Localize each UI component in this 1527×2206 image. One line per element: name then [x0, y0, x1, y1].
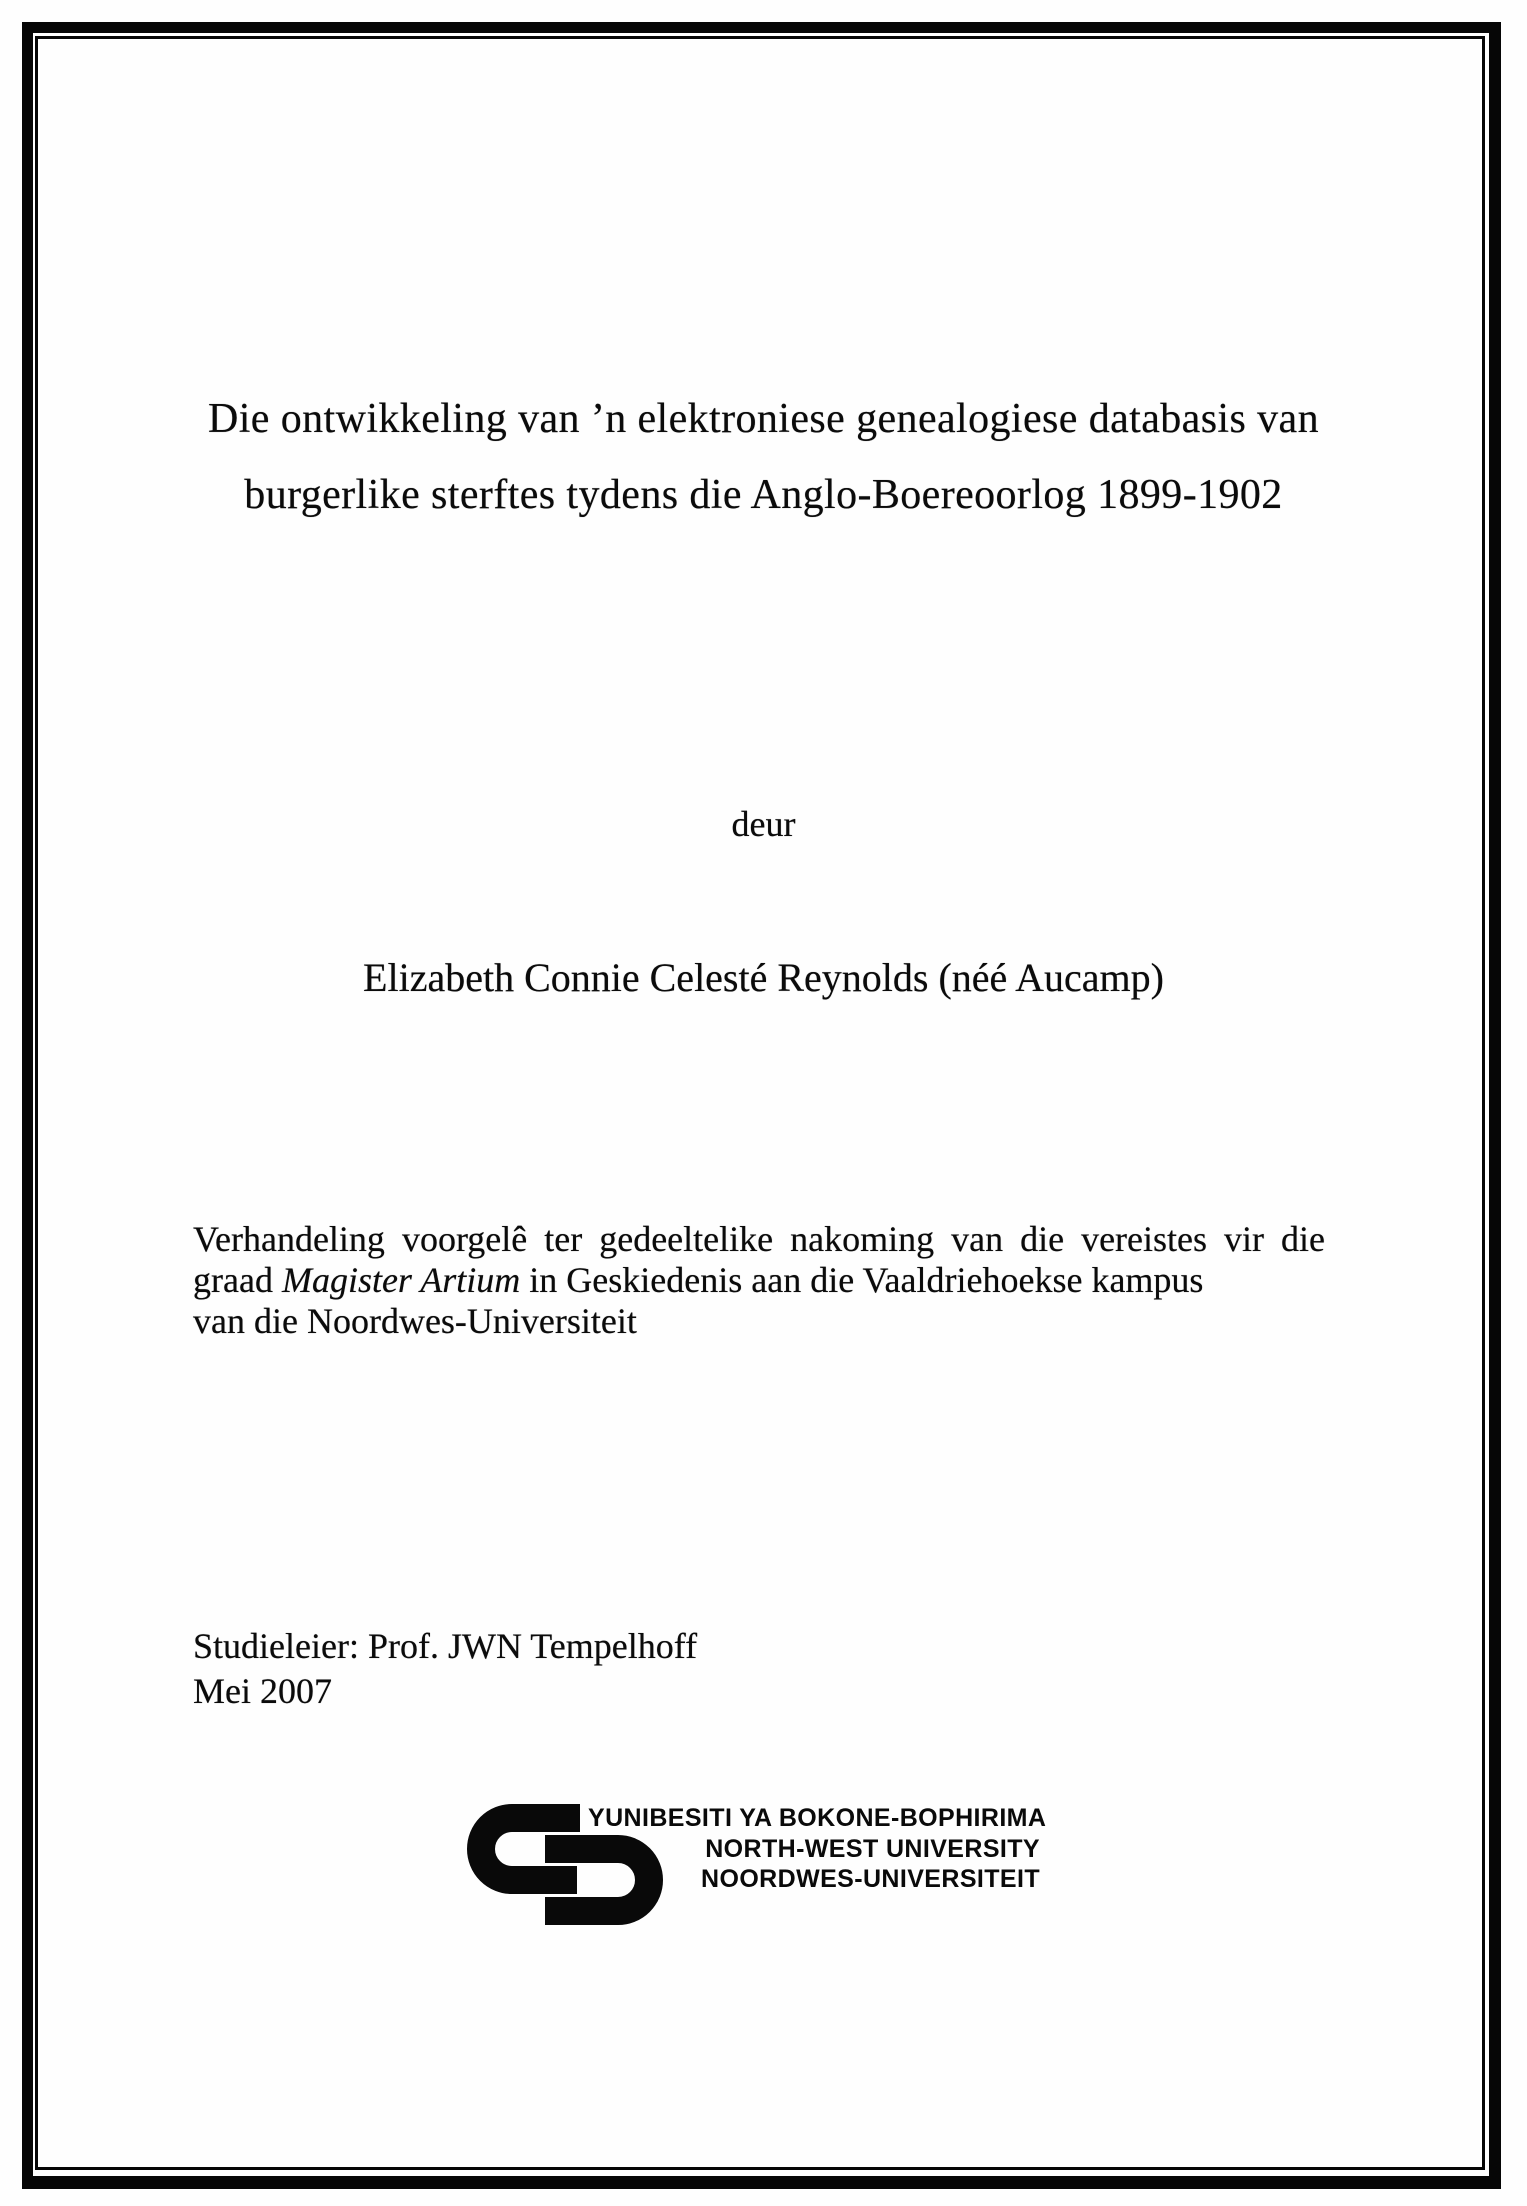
degree-statement-line1: Verhandeling voorgelê ter gedeeltelike nakoming van die vereistes vir die: [193, 1219, 1325, 1259]
degree-statement-line2: [193, 1260, 1325, 1301]
degree-statement-line2-pre: graad: [193, 1260, 282, 1300]
logo-line-afrikaans: NOORDWES-UNIVERSITEIT: [701, 1865, 1040, 1893]
date-line: Mei 2007: [193, 1671, 332, 1711]
degree-statement-line2-post: in Geskiedenis aan die Vaaldriehoekse kampus: [520, 1260, 1204, 1300]
byline-label: deur: [731, 804, 796, 844]
author-name: Elizabeth Connie Celesté Reynolds (néé Aucamp): [363, 955, 1164, 1000]
thesis-title-line2: burgerlike sterftes tydens die Anglo-Boereoorlog 1899-1902: [244, 472, 1283, 518]
supervisor-line: Studieleier: Prof. JWN Tempelhoff: [193, 1626, 698, 1666]
degree-statement: [193, 1219, 1325, 1342]
supervisor-block: [193, 1624, 697, 1714]
thesis-title-line1: Die ontwikkeling van ’n elektroniese genealogiese databasis van: [207, 396, 1319, 442]
nwu-logo: [465, 1800, 1045, 1932]
thesis-title: [0, 381, 1527, 533]
degree-name-italic: Magister Artium: [281, 1260, 521, 1300]
nwu-logo-text: [588, 1803, 1047, 1895]
logo-line-setswana: YUNIBESITI YA BOKONE-BOPHIRIMA: [588, 1804, 1047, 1832]
logo-line-english: NORTH-WEST UNIVERSITY: [705, 1834, 1040, 1863]
degree-statement-line3: van die Noordwes-Universiteit: [193, 1301, 637, 1341]
